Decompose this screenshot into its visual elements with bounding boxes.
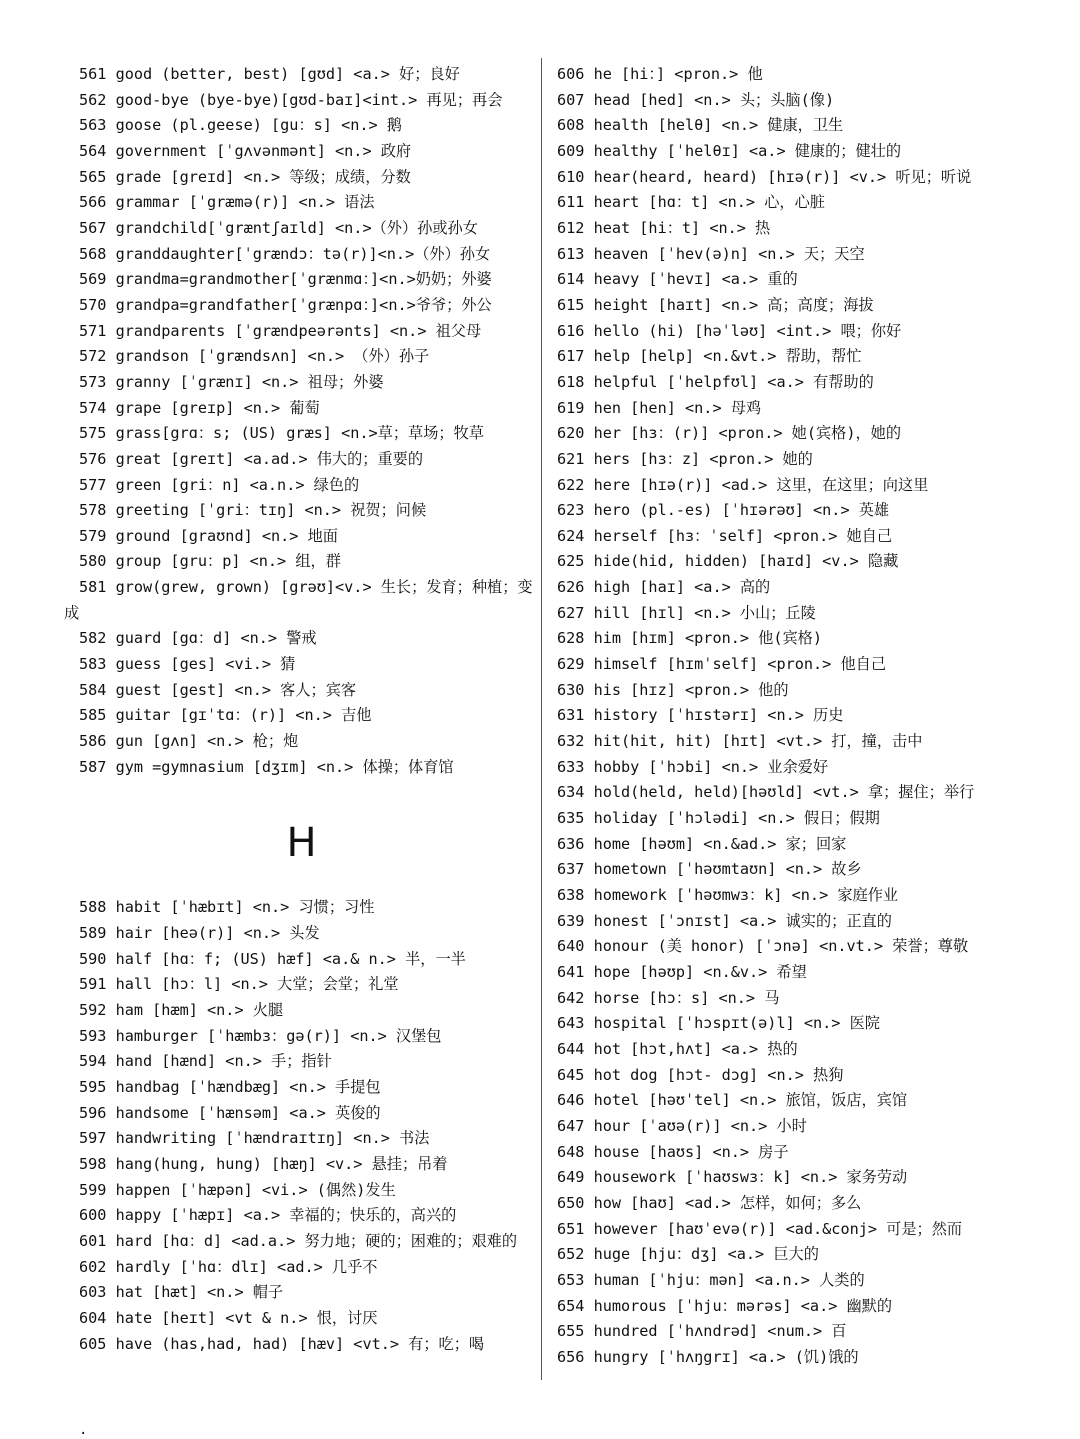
vocab-entry: 580 group [gru：p] <n.> 组，群 — [79, 552, 341, 571]
vocab-entry: 585 guitar [gɪˈtɑ：(r)] <n.> 吉他 — [79, 706, 372, 725]
vocab-entry: 629 himself [hɪmˈself] <pron.> 他自己 — [557, 655, 887, 674]
vocab-entry: 607 head [hed] <n.> 头；头脑(像) — [557, 90, 835, 109]
vocab-entry: 573 granny [ˈgrænɪ] <n.> 祖母；外婆 — [79, 372, 384, 391]
vocab-entry: 640 honour (美 honor) [ˈɔnə] <n.vt.> 荣誉；尊敬 — [557, 937, 969, 956]
vocab-entry: 626 high [haɪ] <a.> 高的 — [557, 578, 771, 597]
vocab-entry: 638 homework [ˈhəʊmwɜ：k] <n.> 家庭作业 — [557, 886, 899, 904]
vocab-entry: 596 handsome [ˈhænsəm] <a.> 英俊的 — [79, 1103, 381, 1122]
vocab-entry: 577 green [gri：n] <a.n.> 绿色的 — [79, 475, 360, 494]
vocab-entry: 612 heat [hi：t] <n.> 热 — [557, 218, 771, 237]
vocab-entry: 572 grandson [ˈgrændsʌn] <n.> （外）孙子 — [79, 347, 430, 366]
vocab-entry: 652 huge [hju：dʒ] <a.> 巨大的 — [557, 1245, 819, 1264]
vocab-entry: 582 guard [gɑ：d] <n.> 警戒 — [79, 629, 317, 648]
vocab-entry: 598 hang(hung, hung) [hæŋ] <v.> 悬挂；吊着 — [79, 1154, 448, 1173]
vocab-entry: 637 hometown [ˈhəʊmtaʊn] <n.> 故乡 — [557, 860, 862, 879]
vocab-entry: 624 herself [hɜ：ˈself] <pron.> 她自己 — [557, 526, 893, 545]
vocab-entry: 593 hamburger [ˈhæmbɜ：gə(r)] <n.> 汉堡包 — [79, 1026, 442, 1045]
vocab-entry: 656 hungry [ˈhʌŋgrɪ] <a.> (饥)饿的 — [557, 1347, 859, 1366]
vocab-entry: 622 here [hɪə(r)] <ad.> 这里，在这里；向这里 — [557, 475, 929, 494]
vocab-entry: 606 he [hi：] <pron.> 他 — [557, 65, 763, 83]
vocab-entry: 655 hundred [ˈhʌndrəd] <num.> 百 — [557, 1322, 847, 1341]
vocab-entry: 654 humorous [ˈhju：mərəs] <a.> 幽默的 — [557, 1296, 893, 1315]
vocab-entry: 605 have (has,had, had) [hæv] <vt.> 有；吃；喝 — [79, 1334, 485, 1353]
vocab-entry: 568 granddaughter[ˈgrændɔ：tə(r)]<n.>（外）孙女 — [79, 244, 491, 263]
vocab-entry: 599 happen [ˈhæpən] <vi.> (偶然)发生 — [79, 1180, 396, 1199]
vocab-entry: 584 guest [gest] <n.> 客人；宾客 — [79, 680, 357, 699]
vocab-entry: 621 hers [hɜ：z] <pron.> 她的 — [557, 449, 813, 468]
vocab-entry: 603 hat [hæt] <n.> 帽子 — [79, 1283, 284, 1302]
g-entries-part1 — [64, 62, 534, 575]
vocab-entry: 647 hour [ˈaʊə(r)] <n.> 小时 — [557, 1116, 807, 1135]
vocab-entry: 583 guess [ges] <vi.> 猜 — [79, 655, 296, 674]
vocab-entry: 567 grandchild[ˈgræntʃaɪld] <n.>（外）孙或孙女 — [79, 218, 478, 237]
vocab-entry: 616 hello (hi) [həˈləʊ] <int.> 喂；你好 — [557, 321, 902, 340]
vocab-entry-wrapped: 581 grow(grew, grown) [grəʊ]<v.> 生长；发育；种植；变成 — [64, 578, 533, 622]
vocab-entry: 636 home [həʊm] <n.&ad.> 家；回家 — [557, 834, 847, 853]
vocab-entry: 646 hotel [həʊˈtel] <n.> 旅馆，饭店，宾馆 — [557, 1091, 908, 1110]
vocab-entry: 648 house [haʊs] <n.> 房子 — [557, 1142, 789, 1161]
vocab-entry: 649 housework [ˈhaʊswɜ：k] <n.> 家务劳动 — [557, 1168, 908, 1187]
vocab-entry: 604 hate [heɪt] <vt & n.> 恨，讨厌 — [79, 1308, 378, 1327]
column-divider — [541, 58, 542, 1380]
vocab-entry: 619 hen [hen] <n.> 母鸡 — [557, 398, 762, 417]
vocab-entry: 576 great [greɪt] <a.ad.> 伟大的；重要的 — [79, 449, 424, 468]
vocab-entry: 642 horse [hɔ：s] <n.> 马 — [557, 988, 780, 1007]
vocab-entry: 653 human [ˈhju：mən] <a.n.> 人类的 — [557, 1270, 865, 1289]
vocab-entry: 602 hardly [ˈhɑ：dlɪ] <ad.> 几乎不 — [79, 1257, 378, 1276]
vocab-entry: 578 greeting [ˈgri：tɪŋ] <n.> 祝贺；问候 — [79, 501, 427, 520]
vocab-entry: 645 hot dog [hɔt- dɔg] <n.> 热狗 — [557, 1065, 844, 1084]
g-entries-part2 — [64, 626, 534, 780]
vocab-entry: 650 how [haʊ] <ad.> 怎样，如何；多么 — [557, 1193, 862, 1212]
vocab-entry: 611 heart [hɑ：t] <n.> 心，心脏 — [557, 193, 825, 212]
vocab-entry: 608 health [helθ] <n.> 健康，卫生 — [557, 116, 844, 135]
vocab-entry: 575 grass[grɑ：s; (US) græs] <n.>草；草场；牧草 — [79, 424, 484, 443]
vocab-entry: 589 hair [heə(r)] <n.> 头发 — [79, 924, 320, 943]
vocab-entry: 590 half [hɑ：f; (US) hæf] <a.& n.> 半，一半 — [79, 949, 466, 968]
vocab-entry: 633 hobby [ˈhɔbi] <n.> 业余爱好 — [557, 757, 829, 776]
section-letter-text: H — [286, 820, 317, 867]
vocab-entry: 597 handwriting [ˈhændraɪtɪŋ] <n.> 书法 — [79, 1129, 430, 1148]
vocab-entry: 615 height [haɪt] <n.> 高；高度；海拔 — [557, 295, 874, 314]
vocab-entry: 562 good-bye (bye-bye)[gʊd-baɪ]<int.> 再见；再会 — [79, 90, 503, 109]
vocab-entry: 632 hit(hit, hit) [hɪt] <vt.> 打，撞，击中 — [557, 732, 923, 751]
vocab-entry: 609 healthy [ˈhelθɪ] <a.> 健康的；健壮的 — [557, 141, 902, 160]
vocab-entry: 635 holiday [ˈhɔlədi] <n.> 假日；假期 — [557, 809, 880, 828]
vocab-entry: 628 him [hɪm] <pron.> 他(宾格) — [557, 629, 823, 648]
vocab-entry: 625 hide(hid, hidden) [haɪd] <v.> 隐藏 — [557, 552, 899, 571]
section-heading-h — [64, 780, 534, 895]
vocab-entry: 592 ham [hæm] <n.> 火腿 — [79, 1001, 284, 1019]
vocab-entry: 630 his [hɪz] <pron.> 他的 — [557, 680, 789, 699]
vocab-entry: 644 hot [hɔt,hʌt] <a.> 热的 — [557, 1039, 798, 1058]
vocab-entry: 565 grade [greɪd] <n.> 等级；成绩，分数 — [79, 167, 411, 186]
vocab-entry: 563 goose (pl.geese) [gu：s] <n.> 鹅 — [79, 116, 402, 135]
vocab-entry: 570 grandpa=grandfather[ˈgrænpɑ：]<n.>爷爷；外公 — [79, 295, 492, 314]
vocab-entry: 587 gym =gymnasium [dʒɪm] <n.> 体操；体育馆 — [79, 757, 454, 776]
vocab-entry: 588 habit [ˈhæbɪt] <n.> 习惯；习性 — [79, 898, 375, 917]
vocab-entry: 574 grape [greɪp] <n.> 葡萄 — [79, 398, 320, 417]
vocab-entry: 651 however [haʊˈevə(r)] <ad.&conj> 可是；然而 — [557, 1219, 963, 1238]
vocab-entry: 610 hear(heard, heard) [hɪə(r)] <v.> 听见；听说 — [557, 167, 972, 186]
vocab-entry: 579 ground [graʊnd] <n.> 地面 — [79, 526, 338, 545]
vocab-entry: 614 heavy [ˈhevɪ] <a.> 重的 — [557, 270, 798, 289]
vocab-entry: 600 happy [ˈhæpɪ] <a.> 幸福的；快乐的，高兴的 — [79, 1206, 457, 1225]
vocab-entry: 586 gun [gʌn] <n.> 枪；炮 — [79, 732, 299, 751]
vocab-entry: 634 hold(held, held)[həʊld] <vt.> 拿；握住；举行 — [557, 783, 975, 802]
left-column — [64, 62, 534, 1357]
vocab-entry: 643 hospital [ˈhɔspɪt(ə)l] <n.> 医院 — [557, 1014, 880, 1033]
vocab-entry: 627 hill [hɪl] <n.> 小山；丘陵 — [557, 603, 816, 622]
h-entries-part2 — [64, 1255, 534, 1358]
vocab-entry: 639 honest [ˈɔnɪst] <a.> 诚实的；正直的 — [557, 911, 892, 930]
vocab-entry: 618 helpful [ˈhelpfʊl] <a.> 有帮助的 — [557, 372, 874, 391]
vocab-entry: 564 government [ˈgʌvənmənt] <n.> 政府 — [79, 141, 412, 160]
vocab-entry: 631 history [ˈhɪstərɪ] <n.> 历史 — [557, 706, 844, 725]
vocab-entry: 571 grandparents [ˈgrændpeərənts] <n.> 祖父母 — [79, 321, 482, 340]
vocab-entry-wrapped: 601 hard [hɑ：d] <ad.a.> 努力地；硬的；困难的；艰难的 — [79, 1231, 518, 1250]
vocab-entry: 569 grandma=grandmother[ˈgrænmɑ：]<n.>奶奶；外婆 — [79, 270, 492, 289]
vocab-entry: 620 her [hɜ：(r)] <pron.> 她(宾格)，她的 — [557, 424, 902, 443]
vocab-entry: 561 good (better, best) [gʊd] <a.> 好；良好 — [79, 65, 460, 83]
vocab-entry: 594 hand [hænd] <n.> 手；指针 — [79, 1052, 332, 1071]
vocab-entry: 617 help [help] <n.&vt.> 帮助，帮忙 — [557, 347, 862, 366]
footer-mark: . — [79, 1422, 88, 1438]
vocab-entry: 566 grammar [ˈgræmə(r)] <n.> 语法 — [79, 193, 375, 212]
vocab-entry: 591 hall [hɔ：l] <n.> 大堂；会堂；礼堂 — [79, 975, 399, 994]
vocab-entry: 613 heaven [ˈhev(ə)n] <n.> 天；天空 — [557, 244, 865, 263]
right-column — [557, 62, 1037, 1370]
vocab-entry: 641 hope [həʊp] <n.&v.> 希望 — [557, 962, 807, 981]
vocab-entry: 623 hero (pl.-es) [ˈhɪərəʊ] <n.> 英雄 — [557, 501, 890, 520]
vocab-entry: 595 handbag [ˈhændbæg] <n.> 手提包 — [79, 1077, 381, 1096]
h-entries-part1 — [64, 895, 534, 1229]
